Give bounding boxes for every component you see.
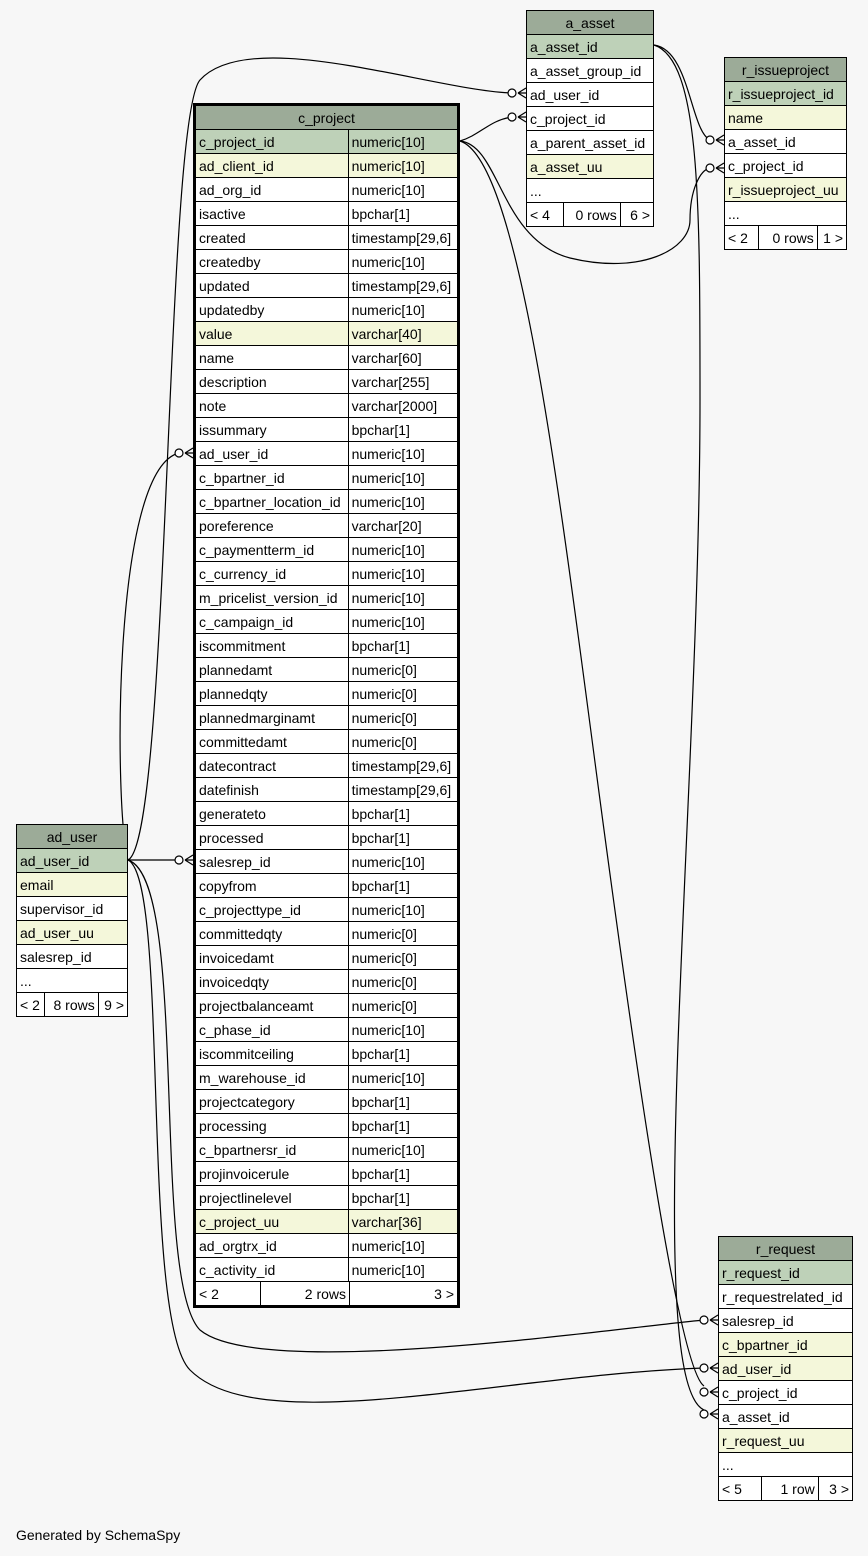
crowsfoot-r_request-salesrep_id [700, 1315, 718, 1325]
column-name: c_project_id [725, 154, 847, 178]
column-row [195, 346, 459, 370]
column-row [527, 131, 654, 155]
column-row [719, 1261, 853, 1285]
column-row [195, 994, 459, 1018]
column-row [195, 634, 459, 658]
column-name: ad_org_id [195, 178, 349, 202]
column-row [527, 179, 654, 203]
table-r_request [718, 1236, 853, 1501]
table-name: c_project [195, 105, 459, 130]
crowsfoot-c_project-salesrep_id [175, 855, 193, 865]
column-type: numeric[0] [348, 946, 458, 970]
column-name: projectcategory [195, 1090, 349, 1114]
column-type: numeric[10] [348, 538, 458, 562]
column-name: c_activity_id [195, 1258, 349, 1282]
column-name: c_currency_id [195, 562, 349, 586]
column-name: a_parent_asset_id [527, 131, 654, 155]
column-name: description [195, 370, 349, 394]
column-type: bpchar[1] [348, 1114, 458, 1138]
column-row [719, 1405, 853, 1429]
column-type: timestamp[29,6] [348, 274, 458, 298]
column-type: varchar[40] [348, 322, 458, 346]
crowsfoot-r_request-a_asset_id [700, 1409, 718, 1419]
crowsfoot-c_project-ad_user_id [175, 448, 193, 458]
column-name: email [17, 873, 128, 897]
column-row [725, 202, 847, 226]
column-row [195, 610, 459, 634]
column-row [195, 802, 459, 826]
column-name: salesrep_id [17, 945, 128, 969]
column-row [17, 873, 128, 897]
column-type: numeric[10] [348, 154, 458, 178]
children-count: 1 > [817, 226, 846, 250]
column-row [527, 35, 654, 59]
column-name: poreference [195, 514, 349, 538]
table-r_issueproject [724, 57, 847, 250]
column-row [195, 274, 459, 298]
table-footer-row [725, 226, 847, 250]
row-count: 2 rows [261, 1282, 350, 1305]
column-name: projectlinelevel [195, 1186, 349, 1210]
crowsfoot-r_issueproject-a_asset_id [706, 135, 724, 145]
column-name: supervisor_id [17, 897, 128, 921]
column-row [195, 754, 459, 778]
table-header-row [195, 105, 459, 130]
column-name: updated [195, 274, 349, 298]
column-row [719, 1381, 853, 1405]
column-name: ... [719, 1453, 853, 1477]
column-type: numeric[10] [348, 610, 458, 634]
column-type: numeric[0] [348, 970, 458, 994]
column-row [195, 394, 459, 418]
column-type: numeric[10] [348, 1234, 458, 1258]
column-row [17, 897, 128, 921]
column-type: numeric[0] [348, 994, 458, 1018]
column-name: m_pricelist_version_id [195, 586, 349, 610]
column-name: value [195, 322, 349, 346]
table-footer-row [719, 1477, 853, 1501]
table-footer-row [195, 1282, 459, 1307]
column-row [195, 1258, 459, 1282]
column-row [195, 898, 459, 922]
column-type: timestamp[29,6] [348, 226, 458, 250]
column-name: ad_user_id [17, 849, 128, 873]
column-name: ... [725, 202, 847, 226]
column-name: c_project_id [527, 107, 654, 131]
column-type: numeric[0] [348, 682, 458, 706]
column-row [195, 586, 459, 610]
table-ad_user [16, 824, 128, 1017]
column-row [527, 155, 654, 179]
column-row [195, 1234, 459, 1258]
children-count: 6 > [620, 203, 653, 227]
column-type: numeric[10] [348, 898, 458, 922]
column-name: c_projecttype_id [195, 898, 349, 922]
column-name: m_warehouse_id [195, 1066, 349, 1090]
column-type: numeric[10] [348, 490, 458, 514]
column-row [195, 466, 459, 490]
column-type: numeric[10] [348, 466, 458, 490]
column-type: numeric[10] [348, 1138, 458, 1162]
row-count: 8 rows [45, 993, 98, 1017]
table-footer-cell [195, 1282, 459, 1307]
column-row [195, 322, 459, 346]
column-type: numeric[10] [348, 562, 458, 586]
column-name: ad_user_uu [17, 921, 128, 945]
parents-count: < 2 [196, 1282, 261, 1305]
column-type: numeric[10] [348, 1066, 458, 1090]
column-name: iscommitment [195, 634, 349, 658]
column-row [195, 706, 459, 730]
column-type: numeric[10] [348, 298, 458, 322]
column-row [719, 1453, 853, 1477]
column-type: varchar[20] [348, 514, 458, 538]
column-type: bpchar[1] [348, 634, 458, 658]
generated-by-footer: Generated by SchemaSpy [16, 1527, 181, 1543]
column-type: bpchar[1] [348, 826, 458, 850]
column-type: numeric[10] [348, 586, 458, 610]
row-count: 0 rows [564, 203, 620, 227]
row-count: 0 rows [759, 226, 817, 250]
column-row [195, 922, 459, 946]
column-row [195, 442, 459, 466]
table-name: r_request [719, 1237, 853, 1261]
column-row [195, 682, 459, 706]
column-type: bpchar[1] [348, 418, 458, 442]
crowsfoot-r_issueproject-c_project_id [706, 163, 724, 173]
column-name: ad_client_id [195, 154, 349, 178]
column-row [195, 970, 459, 994]
column-row [195, 1186, 459, 1210]
column-name: c_bpartner_id [719, 1333, 853, 1357]
column-type: numeric[10] [348, 178, 458, 202]
column-name: c_phase_id [195, 1018, 349, 1042]
column-row [725, 130, 847, 154]
column-type: varchar[255] [348, 370, 458, 394]
column-row [725, 178, 847, 202]
column-name: plannedqty [195, 682, 349, 706]
edge-r_request-a_asset_id [654, 45, 704, 1410]
column-row [195, 1138, 459, 1162]
crowsfoot-r_request-c_project_id [700, 1387, 718, 1397]
children-count: 9 > [98, 993, 127, 1017]
crowsfoot-a_asset-ad_user_id [508, 88, 526, 98]
table-footer [196, 1282, 457, 1305]
column-name: c_paymentterm_id [195, 538, 349, 562]
column-row [195, 202, 459, 226]
column-name: plannedmarginamt [195, 706, 349, 730]
column-name: datefinish [195, 778, 349, 802]
column-type: bpchar[1] [348, 1162, 458, 1186]
edge-a_asset-c_project_id [460, 117, 512, 141]
column-name: ad_user_id [527, 83, 654, 107]
column-type: varchar[2000] [348, 394, 458, 418]
column-row [719, 1333, 853, 1357]
column-name: name [195, 346, 349, 370]
table-header-row [17, 825, 128, 849]
column-name: processing [195, 1114, 349, 1138]
table-footer-row [17, 993, 128, 1017]
column-type: bpchar[1] [348, 1186, 458, 1210]
column-type: numeric[10] [348, 1258, 458, 1282]
column-row [17, 849, 128, 873]
crowsfoot-r_request-ad_user_id [700, 1363, 718, 1373]
table-header-row [719, 1237, 853, 1261]
column-type: numeric[0] [348, 730, 458, 754]
column-name: c_bpartner_location_id [195, 490, 349, 514]
column-type: numeric[10] [348, 130, 458, 154]
column-row [195, 154, 459, 178]
column-row [725, 106, 847, 130]
column-name: r_issueproject_uu [725, 178, 847, 202]
column-name: salesrep_id [719, 1309, 853, 1333]
parents-count: < 4 [527, 203, 564, 227]
column-row [527, 107, 654, 131]
column-name: a_asset_uu [527, 155, 654, 179]
table-footer-row [527, 203, 654, 227]
column-row [195, 1162, 459, 1186]
column-row [719, 1309, 853, 1333]
column-row [527, 83, 654, 107]
column-type: numeric[10] [348, 850, 458, 874]
row-count: 1 row [762, 1477, 818, 1501]
table-name: ad_user [17, 825, 128, 849]
column-type: numeric[10] [348, 442, 458, 466]
column-name: invoicedamt [195, 946, 349, 970]
column-name: c_bpartner_id [195, 466, 349, 490]
column-name: updatedby [195, 298, 349, 322]
edge-c_project-ad_user_id [120, 453, 179, 860]
column-row [195, 562, 459, 586]
table-c_project [193, 103, 460, 1308]
column-name: ad_orgtrx_id [195, 1234, 349, 1258]
column-name: a_asset_group_id [527, 59, 654, 83]
table-header-row [725, 58, 847, 82]
column-type: numeric[0] [348, 658, 458, 682]
column-name: ad_user_id [719, 1357, 853, 1381]
column-name: iscommitceiling [195, 1042, 349, 1066]
column-name: salesrep_id [195, 850, 349, 874]
column-row [725, 82, 847, 106]
children-count: 3 > [818, 1477, 852, 1501]
column-row [195, 778, 459, 802]
column-row [195, 538, 459, 562]
column-row [195, 514, 459, 538]
column-name: r_request_uu [719, 1429, 853, 1453]
column-name: created [195, 226, 349, 250]
column-row [719, 1357, 853, 1381]
column-row [195, 874, 459, 898]
column-row [195, 298, 459, 322]
column-name: generateto [195, 802, 349, 826]
column-name: committedamt [195, 730, 349, 754]
column-name: a_asset_id [725, 130, 847, 154]
column-name: r_issueproject_id [725, 82, 847, 106]
parents-count: < 2 [725, 226, 759, 250]
column-row [195, 490, 459, 514]
column-name: projinvoicerule [195, 1162, 349, 1186]
column-name: c_project_id [195, 130, 349, 154]
parents-count: < 2 [17, 993, 45, 1017]
column-name: copyfrom [195, 874, 349, 898]
column-name: c_project_id [719, 1381, 853, 1405]
column-name: createdby [195, 250, 349, 274]
edge-r_issueproject-a_asset_id [654, 45, 710, 140]
column-name: note [195, 394, 349, 418]
column-type: bpchar[1] [348, 202, 458, 226]
column-type: numeric[0] [348, 706, 458, 730]
column-row [719, 1429, 853, 1453]
table-name: r_issueproject [725, 58, 847, 82]
table-name: a_asset [527, 11, 654, 35]
column-type: timestamp[29,6] [348, 754, 458, 778]
column-name: r_requestrelated_id [719, 1285, 853, 1309]
column-type: varchar[36] [348, 1210, 458, 1234]
parents-count: < 5 [719, 1477, 762, 1501]
column-row [195, 1066, 459, 1090]
column-type: numeric[0] [348, 922, 458, 946]
column-type: numeric[10] [348, 1018, 458, 1042]
column-name: c_campaign_id [195, 610, 349, 634]
column-name: c_bpartnersr_id [195, 1138, 349, 1162]
column-name: ... [17, 969, 128, 993]
column-row [195, 1042, 459, 1066]
column-row [195, 370, 459, 394]
column-type: bpchar[1] [348, 1090, 458, 1114]
column-row [195, 826, 459, 850]
column-name: invoicedqty [195, 970, 349, 994]
column-row [195, 418, 459, 442]
column-name: ... [527, 179, 654, 203]
column-row [17, 921, 128, 945]
column-name: name [725, 106, 847, 130]
column-row [195, 250, 459, 274]
column-row [195, 658, 459, 682]
column-name: datecontract [195, 754, 349, 778]
column-name: projectbalanceamt [195, 994, 349, 1018]
column-row [527, 59, 654, 83]
column-name: a_asset_id [719, 1405, 853, 1429]
column-type: bpchar[1] [348, 802, 458, 826]
column-type: varchar[60] [348, 346, 458, 370]
column-type: timestamp[29,6] [348, 778, 458, 802]
children-count: 3 > [434, 1285, 454, 1302]
column-name: plannedamt [195, 658, 349, 682]
column-row [195, 1210, 459, 1234]
table-header-row [527, 11, 654, 35]
column-row [195, 1114, 459, 1138]
column-row [195, 1090, 459, 1114]
column-row [17, 969, 128, 993]
column-name: committedqty [195, 922, 349, 946]
crowsfoot-a_asset-c_project_id [508, 112, 526, 122]
column-name: isactive [195, 202, 349, 226]
column-type: bpchar[1] [348, 1042, 458, 1066]
column-row [195, 226, 459, 250]
column-name: issummary [195, 418, 349, 442]
column-row [195, 1018, 459, 1042]
column-type: bpchar[1] [348, 874, 458, 898]
column-row [195, 178, 459, 202]
column-name: c_project_uu [195, 1210, 349, 1234]
column-name: ad_user_id [195, 442, 349, 466]
column-type: numeric[10] [348, 250, 458, 274]
column-row [195, 946, 459, 970]
column-row [195, 850, 459, 874]
column-name: processed [195, 826, 349, 850]
edge-r_request-c_project_id [460, 141, 704, 1386]
column-row [195, 130, 459, 154]
table-a_asset [526, 10, 654, 227]
column-name: a_asset_id [527, 35, 654, 59]
column-row [17, 945, 128, 969]
column-row [725, 154, 847, 178]
column-row [719, 1285, 853, 1309]
column-name: r_request_id [719, 1261, 853, 1285]
column-row [195, 730, 459, 754]
